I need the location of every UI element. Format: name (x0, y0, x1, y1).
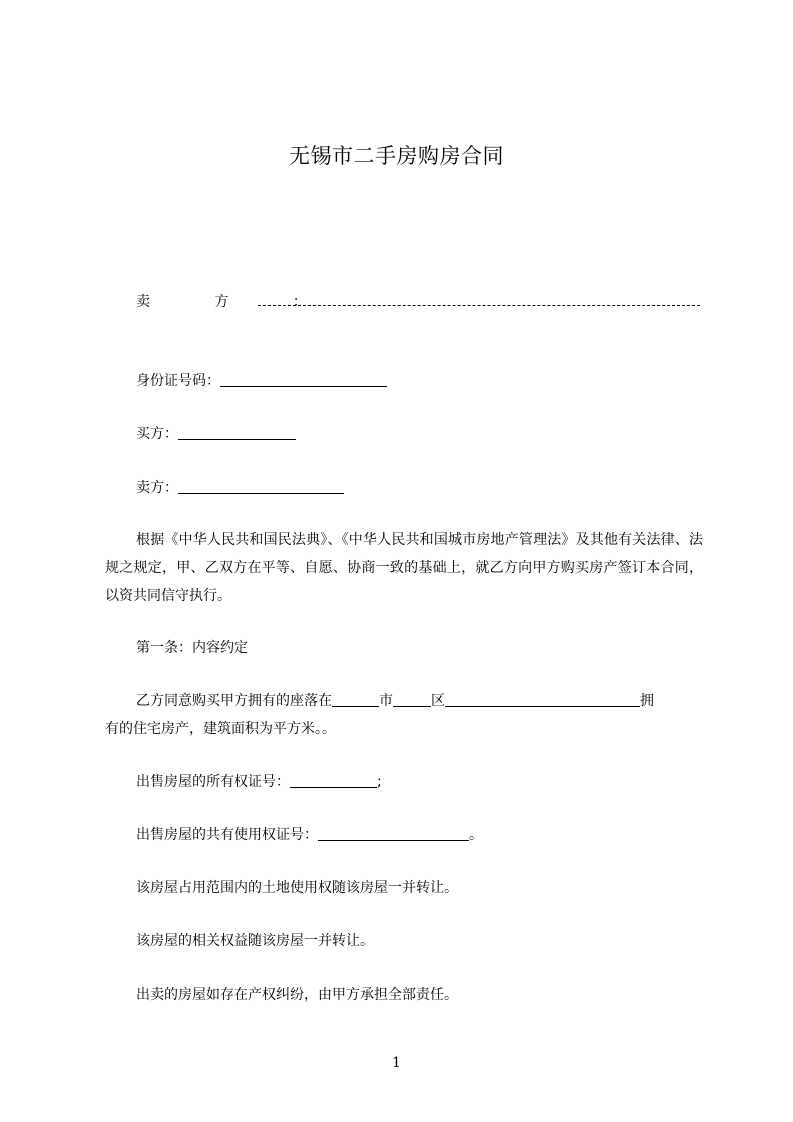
id-number-label: 身份证号码： (136, 373, 220, 389)
shared-cert-end: 。 (469, 827, 483, 843)
city-label: 市 (379, 693, 393, 709)
district-label: 区 (431, 693, 445, 709)
land-right-clause: 该房屋占用范围内的土地使用权随该房屋一并转让。 (136, 880, 458, 896)
district-blank-1 (393, 690, 431, 707)
clause-text-1: 乙方同意购买甲方拥有的座落在 (136, 693, 332, 709)
preamble-paragraph: 根据《中华人民共和国民法典》、《中华人民共和国城市房地产管理法》及其他有关法律、法规之规定，甲、乙双方在平等、自愿、协商一致的基础上，就乙方向甲方购买房产签订本合同，以资共同信守执行。 (105, 532, 703, 604)
city-blank (332, 690, 379, 707)
clause-text-2: 拥 (640, 693, 654, 709)
ownership-cert-label: 出售房屋的所有权证号： (136, 774, 290, 790)
clause-line-1 (136, 687, 654, 715)
buyer-blank (178, 423, 296, 440)
id-number-field (136, 367, 387, 395)
shared-cert-blank (318, 824, 469, 841)
related-rights-clause: 该房屋的相关权益随该房屋一并转让。 (136, 933, 374, 949)
ownership-cert-end: ; (377, 774, 382, 790)
seller-label: 卖 方 ： (136, 294, 337, 310)
seller-blank (258, 305, 700, 306)
clause-line-2: 有的住宅房产，建筑面积为平方米。。 (105, 721, 336, 737)
ownership-cert-blank (290, 771, 377, 788)
buyer-field (136, 420, 296, 448)
seller2-field (136, 474, 344, 502)
seller2-label: 卖方： (136, 480, 178, 496)
shared-cert-field (136, 821, 483, 849)
seller-field (136, 288, 337, 316)
ownership-cert-field (136, 768, 382, 796)
shared-cert-label: 出售房屋的共有使用权证号： (136, 827, 318, 843)
address-blank (445, 690, 640, 707)
buyer-label: 买方： (136, 426, 178, 442)
article1-heading: 第一条：内容约定 (136, 640, 248, 656)
id-number-blank (220, 370, 387, 387)
page-number: 1 (392, 1055, 401, 1071)
dispute-clause: 出卖的房屋如存在产权纠纷，由甲方承担全部责任。 (136, 987, 458, 1003)
document-title: 无锡市二手房购房合同 (289, 144, 504, 168)
seller2-blank (178, 477, 344, 494)
